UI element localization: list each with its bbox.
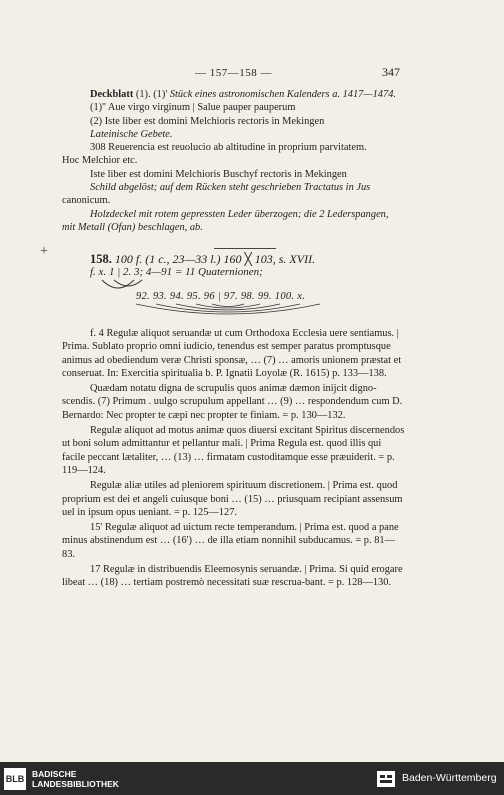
paragraph: 15' Regulæ aliquot ad uictum recte temperandum. | Prima est. quod a pane minus abstinendum est … (16') … de illa etiam nonnihil subducamus. = p. 81—83. xyxy=(62,522,399,560)
intro-line-6b: mit Metall (Ofan) beschlagen, ab. xyxy=(62,221,203,233)
entry-title xyxy=(90,252,315,267)
paragraph: 17 Regulæ in distribuendis Eleemosynis seruandæ. | Prima. Si quid erogare libeat … (18) … tertiam postremò necessitati suæ rescrua-bant. = p. 128—130. xyxy=(62,564,403,589)
intro-line-6a: Holzdeckel mit rotem gepressten Leder überzogen; die 2 Lederspangen, xyxy=(90,208,389,220)
library-name-line-1: BADISCHE xyxy=(32,769,77,779)
entry-description: 100 f. (1 c., 23—33 l.) 160 ╳ 103, s. XVII. xyxy=(114,252,316,266)
library-name-line-2: LANDESBIBLIOTHEK xyxy=(32,779,119,789)
separator-rule xyxy=(214,248,276,249)
intro-line-4b: Hoc Melchior etc. xyxy=(62,155,138,167)
intro-block xyxy=(62,88,405,234)
library-footer xyxy=(0,762,504,795)
intro-line-5a: Iste liber est domini Melchioris Buschyf rectoris in Mekingen xyxy=(90,168,347,180)
intro-line-2: (1)'' Aue virgo virginum | Salue pauper pauperum xyxy=(90,102,296,114)
intro-line-5b: Schild abgelöst; auf dem Rücken steht geschrieben Tractatus in Jus xyxy=(90,182,371,194)
page-range: — 157—158 — xyxy=(195,67,272,79)
entry-number: 158. xyxy=(90,252,112,266)
intro-line-3a: (2) Iste liber est domini Melchioris rectoris in Mekingen xyxy=(90,115,325,127)
intro-line-3b: Lateinische Gebete. xyxy=(90,128,173,140)
paragraph: Regulæ aliquot ad motus animæ quos diuersi excitant Spiritus discernendos ut boni solum admittantur et pellantur mali. | Prima Regula est. quod illis qui facile peccant lætaliter, … (13) … firmatam custoditamque esse præuiderit. = p. 119—124. xyxy=(62,425,405,476)
running-header xyxy=(0,67,504,83)
intro-line-5c: canonicum. xyxy=(62,195,111,207)
state-crest-icon xyxy=(376,769,396,789)
region-name: Baden-Württemberg xyxy=(402,772,497,784)
body-block xyxy=(62,327,405,590)
page-number: 347 xyxy=(382,65,400,79)
paragraph: Quædam notatu digna de scrupulis quos animæ dæmon inijcit digno-scendis. (7) Primum . uulgo scrupulum appellant … (9) … respondendum cum D. Bernardo: Nec propter te cæpi nec propter te finiam. = p. 130—132. xyxy=(62,383,403,421)
library-name xyxy=(32,769,119,789)
plus-mark: + xyxy=(40,244,48,259)
deckblatt-label: Deckblatt xyxy=(90,89,134,100)
paragraph: f. 4 Regulæ aliquot seruandæ ut cum Orthodoxa Ecclesia uere sentiamus. | Prima. Sublato proprio omni iudicio, tenendus est semper paratus promptusque animus ad obediendum veræ Christi sponsæ, … (7) … amoris unionem præstat et conseruat. In: Exercitia spiritualia b. P. Ignatii Loyolæ (R. 1615) p. 133—138. xyxy=(62,328,402,379)
intro-line-4a: 308 Reuerencia est reuolucio ab altitudine in proprium parvitatem. xyxy=(90,142,367,154)
deckblatt-num: (1). (1)' xyxy=(135,89,168,100)
blb-logo[interactable]: BLB xyxy=(4,768,26,790)
paragraph: Regulæ aliæ utiles ad pleniorem spirituum discretionem. | Prima est. quod proprium est dei et angeli cuiusque boni … (15) … priusquam recipiant assensum uel in ipsum opus ueniant. = p. 125—127. xyxy=(62,480,403,518)
quires-line-2: 92. 93. 94. 95. 96 | 97. 98. 99. 100. x. xyxy=(136,291,306,302)
deckblatt-text: Stück eines astronomischen Kalenders a. 1417—1474. xyxy=(169,89,396,100)
quires-line-1: f. x. 1 | 2. 3; 4—91 = 11 Quaternionen; xyxy=(90,266,263,278)
